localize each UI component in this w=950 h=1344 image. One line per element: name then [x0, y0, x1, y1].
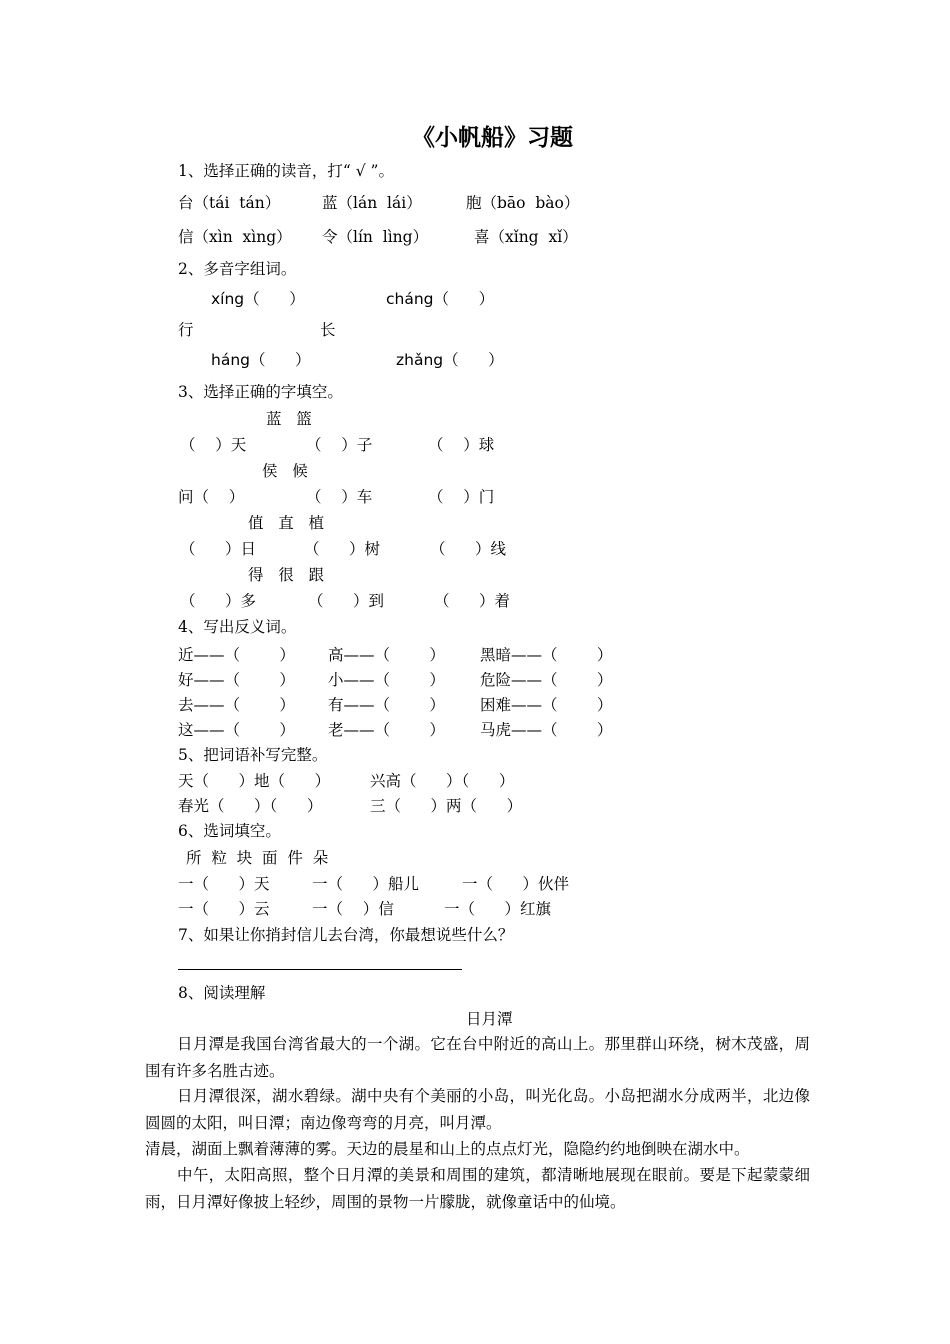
question-8-heading: 8、阅读理解: [178, 984, 266, 1002]
passage-paragraph: 清晨，湖面上飘着薄薄的雾。天边的晨星和山上的点点灯光，隐隐约约地倒映在湖水中。: [145, 1140, 750, 1158]
q4-item: 老——（ ）: [328, 721, 445, 739]
q3-item: （ ）球: [428, 436, 495, 454]
q6-item: 一（ ）船儿: [312, 875, 420, 893]
q6-options: 所 粒 块 面 件 朵: [186, 849, 329, 867]
question-2-heading: 2、多音字组词。: [178, 260, 297, 278]
q2-char: 长: [320, 321, 336, 339]
passage-title: 日月潭: [466, 1010, 513, 1028]
q5-item: 春光（ ）（ ）: [178, 797, 323, 815]
q3-options: 侯 候: [262, 462, 308, 480]
q5-item: 天（ ）地（ ）: [178, 772, 331, 790]
q2-char: 行: [178, 321, 194, 339]
q4-item: 小——（ ）: [328, 671, 445, 689]
q4-item: 去——（ ）: [178, 696, 295, 714]
q6-item: 一（ ）天: [178, 875, 270, 893]
q1-item: 喜（xǐng xǐ）: [474, 228, 578, 246]
q6-item: 一（ ）信: [312, 900, 394, 918]
q3-item: （ ）线: [430, 540, 507, 558]
q5-item: 兴高（ ）（ ）: [370, 772, 515, 790]
q1-item: 蓝（lán lái）: [322, 194, 422, 212]
q6-item: 一（ ）云: [178, 900, 270, 918]
q4-item: 危险——（ ）: [480, 671, 613, 689]
q3-options: 蓝 篮: [266, 410, 312, 428]
q4-item: 好——（ ）: [178, 671, 295, 689]
q5-item: 三（ ）两（ ）: [370, 797, 523, 815]
q4-item: 这——（ ）: [178, 721, 295, 739]
q4-item: 近——（ ）: [178, 646, 295, 664]
q4-item: 困难——（ ）: [480, 696, 613, 714]
q6-item: 一（ ）红旗: [444, 900, 552, 918]
passage-paragraph: 日月潭是我国台湾省最大的一个湖。它在台中附近的高山上。那里群山环绕，树木茂盛，周围有许多名胜古迹。: [145, 1035, 810, 1080]
question-1-heading: 1、选择正确的读音，打“ √ ”。: [178, 162, 394, 180]
q3-item: （ ）车: [306, 488, 373, 506]
q2-pinyin-blank: cháng（ ）: [386, 290, 495, 308]
question-6-heading: 6、选词填空。: [178, 822, 281, 840]
q3-item: （ ）天: [180, 436, 247, 454]
question-4-heading: 4、写出反义词。: [178, 618, 297, 636]
question-3-heading: 3、选择正确的字填空。: [178, 383, 343, 401]
q2-pinyin-blank: háng（ ）: [211, 351, 311, 369]
page-title: 《小帆船》习题: [412, 124, 573, 151]
q2-pinyin-blank: xíng（ ）: [211, 290, 305, 308]
q1-item: 胞（bāo bào）: [466, 194, 580, 212]
q3-item: （ ）门: [428, 488, 495, 506]
q3-item: （ ）到: [308, 592, 385, 610]
q3-item: （ ）着: [434, 592, 511, 610]
q3-item: （ ）树: [304, 540, 381, 558]
q3-item: （ ）子: [306, 436, 373, 454]
q2-pinyin-blank: zhǎng（ ）: [396, 351, 504, 369]
passage-paragraph: 中午，太阳高照，整个日月潭的美景和周围的建筑，都清晰地展现在眼前。要是下起蒙蒙细雨，日月潭好像披上轻纱，周围的景物一片朦胧，就像童话中的仙境。: [145, 1166, 810, 1211]
q1-item: 令（lín lìng）: [322, 228, 429, 246]
q4-item: 有——（ ）: [328, 696, 445, 714]
q3-item: （ ）日: [180, 540, 257, 558]
q1-item: 台（tái tán）: [178, 194, 281, 212]
q4-item: 高——（ ）: [328, 646, 445, 664]
q4-item: 黑暗——（ ）: [480, 646, 613, 664]
answer-line: [178, 969, 462, 970]
q3-item: 问（ ）: [178, 488, 245, 506]
question-7-heading: 7、如果让你捎封信儿去台湾，你最想说些什么？: [178, 926, 514, 944]
question-5-heading: 5、把词语补写完整。: [178, 746, 328, 764]
q1-item: 信（xìn xìng）: [178, 228, 292, 246]
q4-item: 马虎——（ ）: [480, 721, 613, 739]
passage-paragraph: 日月潭很深，湖水碧绿。湖中央有个美丽的小岛，叫光化岛。小岛把湖水分成两半，北边像圆圆的太阳，叫日潭；南边像弯弯的月亮，叫月潭。: [145, 1087, 810, 1132]
q6-item: 一（ ）伙伴: [462, 875, 570, 893]
q3-options: 值 直 植: [248, 514, 325, 532]
q3-options: 得 很 跟: [248, 566, 325, 584]
q3-item: （ ）多: [180, 592, 257, 610]
